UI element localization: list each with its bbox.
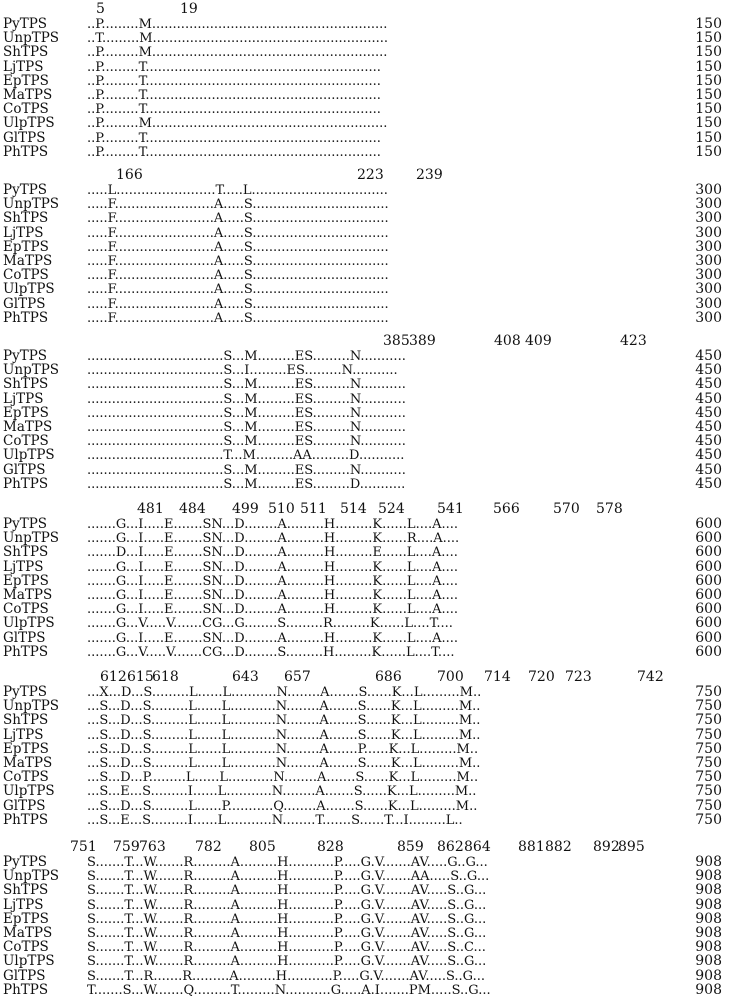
position-labels xyxy=(0,840,730,855)
sequence-residues: .....F........................A.....S................................. xyxy=(87,253,389,269)
sequence-row xyxy=(0,392,730,406)
sequence-residues: .......G...I.....E.......SN...D........A.........H.........K......L....A.... xyxy=(87,630,459,646)
position-label: 511 xyxy=(300,501,327,517)
block-end-position: 750 xyxy=(695,797,722,814)
position-label: 481 xyxy=(137,501,164,517)
sequence-row xyxy=(0,448,730,462)
sequence-row xyxy=(0,756,730,770)
sequence-residues: .................................T...M.........AA.........D........... xyxy=(87,448,405,464)
block-end-position: 908 xyxy=(695,868,722,885)
sequence-residues: .....F........................A.....S................................. xyxy=(87,239,389,255)
sequence-row xyxy=(0,770,730,784)
sequence-residues: .................................S...M.........ES.........N........... xyxy=(87,419,406,435)
position-labels xyxy=(0,334,730,349)
sequence-row xyxy=(0,406,730,420)
species-name: MaTPS xyxy=(3,252,53,269)
position-label: 514 xyxy=(340,501,367,517)
block-end-position: 908 xyxy=(695,939,722,956)
species-name: PhTPS xyxy=(3,143,49,160)
sequence-row xyxy=(0,131,730,145)
sequence-row xyxy=(0,799,730,813)
species-name: PyTPS xyxy=(3,348,48,364)
species-name: LjTPS xyxy=(3,224,44,241)
position-label: 578 xyxy=(596,501,623,517)
species-name: MaTPS xyxy=(3,924,53,941)
sequence-row xyxy=(0,420,730,434)
species-name: EpTPS xyxy=(3,910,49,927)
block-end-position: 908 xyxy=(695,967,722,984)
alignment-block xyxy=(0,2,730,159)
sequence-residues: S.......T...W.......R.........A.........H...........P.....G.V.......AV.....S..G... xyxy=(87,897,487,913)
block-end-position: 300 xyxy=(695,182,722,198)
position-label: 643 xyxy=(232,669,259,685)
species-name: PhTPS xyxy=(3,475,49,492)
sequence-row xyxy=(0,60,730,74)
sequence-row xyxy=(0,855,730,869)
position-label: 166 xyxy=(116,167,143,183)
sequence-residues: .....F........................A.....S................................. xyxy=(87,211,389,227)
sequence-row xyxy=(0,477,730,491)
sequence-residues: .................................S...M.........ES.........N........... xyxy=(87,434,406,450)
sequence-row xyxy=(0,631,730,645)
species-name: MaTPS xyxy=(3,754,53,771)
species-name: PhTPS xyxy=(3,309,49,326)
sequence-row xyxy=(0,463,730,477)
block-end-position: 450 xyxy=(695,404,722,421)
position-label: 385 xyxy=(383,333,410,349)
species-name: EpTPS xyxy=(3,238,49,255)
sequence-residues: ...S...D...S.........L......L...........N........A.......S......K...L.........M.. xyxy=(87,727,481,743)
species-name: CoTPS xyxy=(3,601,49,618)
block-end-position: 450 xyxy=(695,418,722,435)
species-name: GlTPS xyxy=(3,295,46,312)
position-label: 499 xyxy=(232,501,259,517)
species-name: ShTPS xyxy=(3,882,49,899)
block-end-position: 750 xyxy=(695,740,722,757)
species-name: ShTPS xyxy=(3,44,49,61)
sequence-residues: ..P.........M......................................................... xyxy=(87,17,388,32)
species-name: ShTPS xyxy=(3,712,49,729)
species-name: LjTPS xyxy=(3,896,44,913)
sequence-row xyxy=(0,377,730,391)
species-name: UnpTPS xyxy=(3,530,60,547)
block-end-position: 908 xyxy=(695,981,722,998)
position-label: 423 xyxy=(620,333,647,349)
sequence-residues: .................................S...I.........ES.........N........... xyxy=(87,363,398,379)
position-labels xyxy=(0,168,730,183)
sequence-row xyxy=(0,349,730,363)
sequence-residues: .......G...I.....E.......SN...D........A.........H.........K......L....A.... xyxy=(87,573,459,589)
alignment-block xyxy=(0,670,730,827)
block-end-position: 600 xyxy=(695,643,722,660)
position-label: 723 xyxy=(565,669,592,685)
sequence-row xyxy=(0,883,730,897)
position-label: 720 xyxy=(528,669,555,685)
sequence-row xyxy=(0,713,730,727)
sequence-row xyxy=(0,898,730,912)
alignment-block xyxy=(0,334,730,491)
sequence-residues: ...S...E...S.........I......L...........N........A.......S......K...L.........M.. xyxy=(87,784,477,800)
block-end-position: 600 xyxy=(695,586,722,603)
species-name: CoTPS xyxy=(3,101,49,118)
block-end-position: 450 xyxy=(695,390,722,407)
sequence-residues: .....F........................A.....S................................. xyxy=(87,197,389,213)
sequence-residues: .................................S...M.........ES.........N........... xyxy=(87,405,406,421)
sequence-row xyxy=(0,954,730,968)
block-end-position: 750 xyxy=(695,754,722,771)
species-name: UlpTPS xyxy=(3,115,55,132)
sequence-row xyxy=(0,211,730,225)
block-end-position: 600 xyxy=(695,530,722,547)
sequence-row xyxy=(0,926,730,940)
block-end-position: 300 xyxy=(695,267,722,284)
sequence-row xyxy=(0,254,730,268)
block-end-position: 450 xyxy=(695,376,722,393)
sequence-residues: .......G...V.....V.......CG...G........S.........R.........K......L....T.... xyxy=(87,616,453,632)
block-end-position: 750 xyxy=(695,726,722,743)
block-end-position: 150 xyxy=(695,72,722,89)
position-label: 864 xyxy=(464,839,491,855)
sequence-residues: ...S...D...S.........L......L...........N........A.......P......K...L.........M.. xyxy=(87,741,479,757)
species-name: UlpTPS xyxy=(3,615,55,632)
block-end-position: 150 xyxy=(695,101,722,118)
position-label: 763 xyxy=(139,839,166,855)
block-end-position: 750 xyxy=(695,769,722,786)
sequence-row xyxy=(0,742,730,756)
sequence-row xyxy=(0,685,730,699)
species-name: MaTPS xyxy=(3,418,53,435)
sequence-row xyxy=(0,560,730,574)
alignment-block xyxy=(0,840,730,997)
sequence-row xyxy=(0,197,730,211)
sequence-row xyxy=(0,434,730,448)
block-end-position: 600 xyxy=(695,516,722,532)
sequence-row xyxy=(0,940,730,954)
block-end-position: 300 xyxy=(695,210,722,227)
sequence-residues: .....F........................A.....S................................. xyxy=(87,225,389,241)
block-end-position: 150 xyxy=(695,129,722,146)
block-end-position: 908 xyxy=(695,896,722,913)
block-end-position: 600 xyxy=(695,615,722,632)
sequence-residues: S.......T...W.......R.........A.........H...........P.....G.V.......AV.....G..G... xyxy=(87,855,488,870)
sequence-residues: .......G...I.....E.......SN...D........A.........H.........K......L....A.... xyxy=(87,602,459,618)
sequence-row xyxy=(0,311,730,325)
sequence-residues: .....F........................A.....S................................. xyxy=(87,268,389,284)
position-label: 828 xyxy=(317,839,344,855)
position-label: 805 xyxy=(249,839,276,855)
sequence-residues: .................................S...M.........ES.........N........... xyxy=(87,462,406,478)
block-end-position: 750 xyxy=(695,783,722,800)
position-label: 615 xyxy=(127,669,154,685)
species-name: GlTPS xyxy=(3,797,46,814)
block-end-position: 150 xyxy=(695,115,722,132)
species-name: PyTPS xyxy=(3,182,48,198)
alignment-block xyxy=(0,502,730,659)
sequence-residues: ..P.........T......................................................... xyxy=(87,102,381,118)
sequence-row xyxy=(0,282,730,296)
block-end-position: 600 xyxy=(695,572,722,589)
block-end-position: 600 xyxy=(695,544,722,561)
block-end-position: 300 xyxy=(695,281,722,298)
block-end-position: 600 xyxy=(695,558,722,575)
block-end-position: 750 xyxy=(695,684,722,700)
sequence-residues: .......G...V.....V.......CG...D........S.........H.........K......L....T.... xyxy=(87,644,455,660)
sequence-residues: .................................S...M.........ES.........N........... xyxy=(87,391,406,407)
sequence-row xyxy=(0,574,730,588)
position-label: 408 xyxy=(494,333,521,349)
species-name: EpTPS xyxy=(3,72,49,89)
species-name: ShTPS xyxy=(3,210,49,227)
sequence-residues: S.......T...W.......R.........A.........H...........P.....G.V.......AV.....S..G... xyxy=(87,883,487,899)
species-name: UlpTPS xyxy=(3,783,55,800)
sequence-residues: ...S...D...S.........L......L...........N........A.......S......K...L.........M.. xyxy=(87,699,481,715)
sequence-residues: ..P.........T......................................................... xyxy=(87,73,381,89)
sequence-residues: .................................S...M.........ES.........N........... xyxy=(87,377,406,393)
species-name: ShTPS xyxy=(3,544,49,561)
sequence-row xyxy=(0,297,730,311)
species-name: UlpTPS xyxy=(3,953,55,970)
species-name: GlTPS xyxy=(3,129,46,146)
sequence-row xyxy=(0,145,730,159)
species-name: UlpTPS xyxy=(3,281,55,298)
position-label: 409 xyxy=(525,333,552,349)
sequence-residues: S.......T...W.......R.........A.........H...........P.....G.V.......AV.....S..G... xyxy=(87,911,487,927)
sequence-residues: T.......S...W.......Q.........T.........N...........G.....A.I.......PM.....S..G... xyxy=(87,982,491,998)
sequence-row xyxy=(0,983,730,997)
sequence-residues: .......G...I.....E.......SN...D........A.........H.........K......L....A.... xyxy=(87,517,459,532)
sequence-residues: ...S...D...S.........L......L...........N........A.......S......K...L.........M.. xyxy=(87,755,481,771)
species-name: PhTPS xyxy=(3,811,49,828)
sequence-residues: .......G...I.....E.......SN...D........A.........H.........K......L....A.... xyxy=(87,559,459,575)
sequence-row xyxy=(0,17,730,31)
position-label: 657 xyxy=(284,669,311,685)
position-label: 223 xyxy=(357,167,384,183)
sequence-residues: ...S...E...S.........I......L...........N........T.......S......T...I.........L.. xyxy=(87,812,463,828)
block-end-position: 750 xyxy=(695,712,722,729)
block-end-position: 908 xyxy=(695,953,722,970)
species-name: ShTPS xyxy=(3,376,49,393)
sequence-row xyxy=(0,699,730,713)
sequence-row xyxy=(0,116,730,130)
sequence-row xyxy=(0,813,730,827)
position-label: 862 xyxy=(437,839,464,855)
position-label: 892 xyxy=(593,839,620,855)
sequence-residues: .....F........................A.....S................................. xyxy=(87,282,389,298)
sequence-residues: ..P.........T......................................................... xyxy=(87,59,381,75)
species-name: LjTPS xyxy=(3,390,44,407)
block-end-position: 150 xyxy=(695,86,722,103)
sequence-residues: ...S...D...S.........L......P...........Q........A.......S......K...L.........M.. xyxy=(87,798,478,814)
species-name: GlTPS xyxy=(3,967,46,984)
species-name: PyTPS xyxy=(3,854,48,870)
species-name: LjTPS xyxy=(3,558,44,575)
position-label: 618 xyxy=(152,669,179,685)
position-label: 541 xyxy=(437,501,464,517)
block-end-position: 908 xyxy=(695,924,722,941)
block-end-position: 450 xyxy=(695,433,722,450)
block-end-position: 750 xyxy=(695,811,722,828)
sequence-row xyxy=(0,616,730,630)
position-label: 5 xyxy=(96,1,105,17)
species-name: CoTPS xyxy=(3,433,49,450)
position-label: 389 xyxy=(409,333,436,349)
sequence-row xyxy=(0,531,730,545)
sequence-row xyxy=(0,74,730,88)
sequence-residues: ...X...D...S.........L......L...........N........A.......S......K...L.........M.. xyxy=(87,685,482,700)
species-name: PhTPS xyxy=(3,981,49,998)
block-end-position: 600 xyxy=(695,601,722,618)
species-name: GlTPS xyxy=(3,461,46,478)
species-name: EpTPS xyxy=(3,740,49,757)
species-name: UnpTPS xyxy=(3,30,60,47)
block-end-position: 300 xyxy=(695,309,722,326)
species-name: CoTPS xyxy=(3,267,49,284)
position-label: 881 xyxy=(518,839,545,855)
sequence-residues: ..P.........T......................................................... xyxy=(87,144,381,160)
species-name: PyTPS xyxy=(3,16,48,32)
sequence-residues: .....F........................A.....S................................. xyxy=(87,296,389,312)
position-label: 782 xyxy=(195,839,222,855)
block-end-position: 300 xyxy=(695,196,722,213)
species-name: UnpTPS xyxy=(3,868,60,885)
species-name: EpTPS xyxy=(3,404,49,421)
sequence-row xyxy=(0,183,730,197)
block-end-position: 300 xyxy=(695,295,722,312)
position-label: 714 xyxy=(484,669,511,685)
species-name: PyTPS xyxy=(3,516,48,532)
position-label: 751 xyxy=(70,839,97,855)
sequence-row xyxy=(0,645,730,659)
position-label: 882 xyxy=(545,839,572,855)
species-name: UnpTPS xyxy=(3,698,60,715)
block-end-position: 908 xyxy=(695,854,722,870)
sequence-row xyxy=(0,517,730,531)
sequence-row xyxy=(0,969,730,983)
species-name: PhTPS xyxy=(3,643,49,660)
block-end-position: 150 xyxy=(695,44,722,61)
block-end-position: 450 xyxy=(695,362,722,379)
position-labels xyxy=(0,502,730,517)
sequence-row xyxy=(0,784,730,798)
sequence-residues: .................................S...M.........ES.........N........... xyxy=(87,349,406,364)
sequence-row xyxy=(0,545,730,559)
position-label: 700 xyxy=(437,669,464,685)
block-end-position: 300 xyxy=(695,238,722,255)
block-end-position: 150 xyxy=(695,16,722,32)
block-end-position: 450 xyxy=(695,447,722,464)
species-name: UnpTPS xyxy=(3,196,60,213)
position-labels xyxy=(0,2,730,17)
species-name: CoTPS xyxy=(3,769,49,786)
sequence-residues: S.......T...W.......R.........A.........H...........P.....G.V.......AV.....S..G... xyxy=(87,954,487,970)
sequence-residues: ...S...D...S.........L......L...........N........A.......S......K...L.........M.. xyxy=(87,713,481,729)
block-end-position: 150 xyxy=(695,143,722,160)
sequence-residues: .....L........................T.....L................................. xyxy=(87,183,388,198)
position-label: 612 xyxy=(100,669,127,685)
sequence-row xyxy=(0,363,730,377)
species-name: EpTPS xyxy=(3,572,49,589)
sequence-residues: ...S...D...P.........L......L...........N........A.......S......K...L.........M.. xyxy=(87,770,479,786)
species-name: PyTPS xyxy=(3,684,48,700)
sequence-residues: .................................S...M.........ES.........D........... xyxy=(87,476,406,492)
species-name: GlTPS xyxy=(3,629,46,646)
block-end-position: 750 xyxy=(695,698,722,715)
position-label: 239 xyxy=(416,167,443,183)
sequence-row xyxy=(0,102,730,116)
sequence-residues: ..P.........T......................................................... xyxy=(87,87,381,103)
block-end-position: 908 xyxy=(695,882,722,899)
position-label: 19 xyxy=(180,1,198,17)
block-end-position: 450 xyxy=(695,475,722,492)
sequence-residues: S.......T...W.......R.........A.........H...........P.....G.V.......AV.....S..G... xyxy=(87,925,487,941)
position-label: 686 xyxy=(375,669,402,685)
sequence-row xyxy=(0,602,730,616)
species-name: LjTPS xyxy=(3,726,44,743)
sequence-residues: ..P.........T......................................................... xyxy=(87,130,381,146)
block-end-position: 450 xyxy=(695,461,722,478)
sequence-row xyxy=(0,240,730,254)
sequence-residues: ..T.........M......................................................... xyxy=(87,31,389,47)
species-name: UlpTPS xyxy=(3,447,55,464)
position-label: 895 xyxy=(618,839,645,855)
position-label: 484 xyxy=(179,501,206,517)
block-end-position: 600 xyxy=(695,629,722,646)
position-label: 566 xyxy=(493,501,520,517)
sequence-residues: S.......T...R.......R.........A.........H...........P.....G.V.......AV.....S..G... xyxy=(87,968,486,984)
sequence-residues: .......D...I.....E.......SN...D........A.........H.........E......L....A.... xyxy=(87,545,458,561)
sequence-row xyxy=(0,912,730,926)
block-end-position: 300 xyxy=(695,224,722,241)
block-end-position: 450 xyxy=(695,348,722,364)
sequence-residues: S.......T...W.......R.........A.........H...........P.....G.V.......AV.....S..C... xyxy=(87,940,486,956)
alignment-block xyxy=(0,168,730,325)
sequence-residues: ..P.........M......................................................... xyxy=(87,116,388,132)
sequence-residues: ..P.........M......................................................... xyxy=(87,45,388,61)
species-name: UnpTPS xyxy=(3,362,60,379)
sequence-row xyxy=(0,869,730,883)
block-end-position: 908 xyxy=(695,910,722,927)
position-label: 570 xyxy=(553,501,580,517)
species-name: LjTPS xyxy=(3,58,44,75)
block-end-position: 150 xyxy=(695,30,722,47)
sequence-row xyxy=(0,588,730,602)
sequence-row xyxy=(0,88,730,102)
sequence-residues: .......G...I.....E.......SN...D........A.........H.........K......R....A.... xyxy=(87,531,460,547)
position-label: 510 xyxy=(268,501,295,517)
block-end-position: 150 xyxy=(695,58,722,75)
sequence-residues: S.......T...W.......R.........A.........H...........P.....G.V.......AA.....S..G... xyxy=(87,869,490,885)
species-name: MaTPS xyxy=(3,86,53,103)
species-name: CoTPS xyxy=(3,939,49,956)
position-label: 742 xyxy=(637,669,664,685)
sequence-row xyxy=(0,31,730,45)
position-label: 859 xyxy=(397,839,424,855)
sequence-row xyxy=(0,728,730,742)
sequence-residues: .....F........................A.....S................................. xyxy=(87,310,389,326)
position-label: 759 xyxy=(113,839,140,855)
position-labels xyxy=(0,670,730,685)
sequence-row xyxy=(0,268,730,282)
sequence-residues: .......G...I.....E.......SN...D........A.........H.........K......L....A.... xyxy=(87,587,459,603)
sequence-row xyxy=(0,45,730,59)
block-end-position: 300 xyxy=(695,252,722,269)
position-label: 524 xyxy=(378,501,405,517)
sequence-row xyxy=(0,226,730,240)
species-name: MaTPS xyxy=(3,586,53,603)
